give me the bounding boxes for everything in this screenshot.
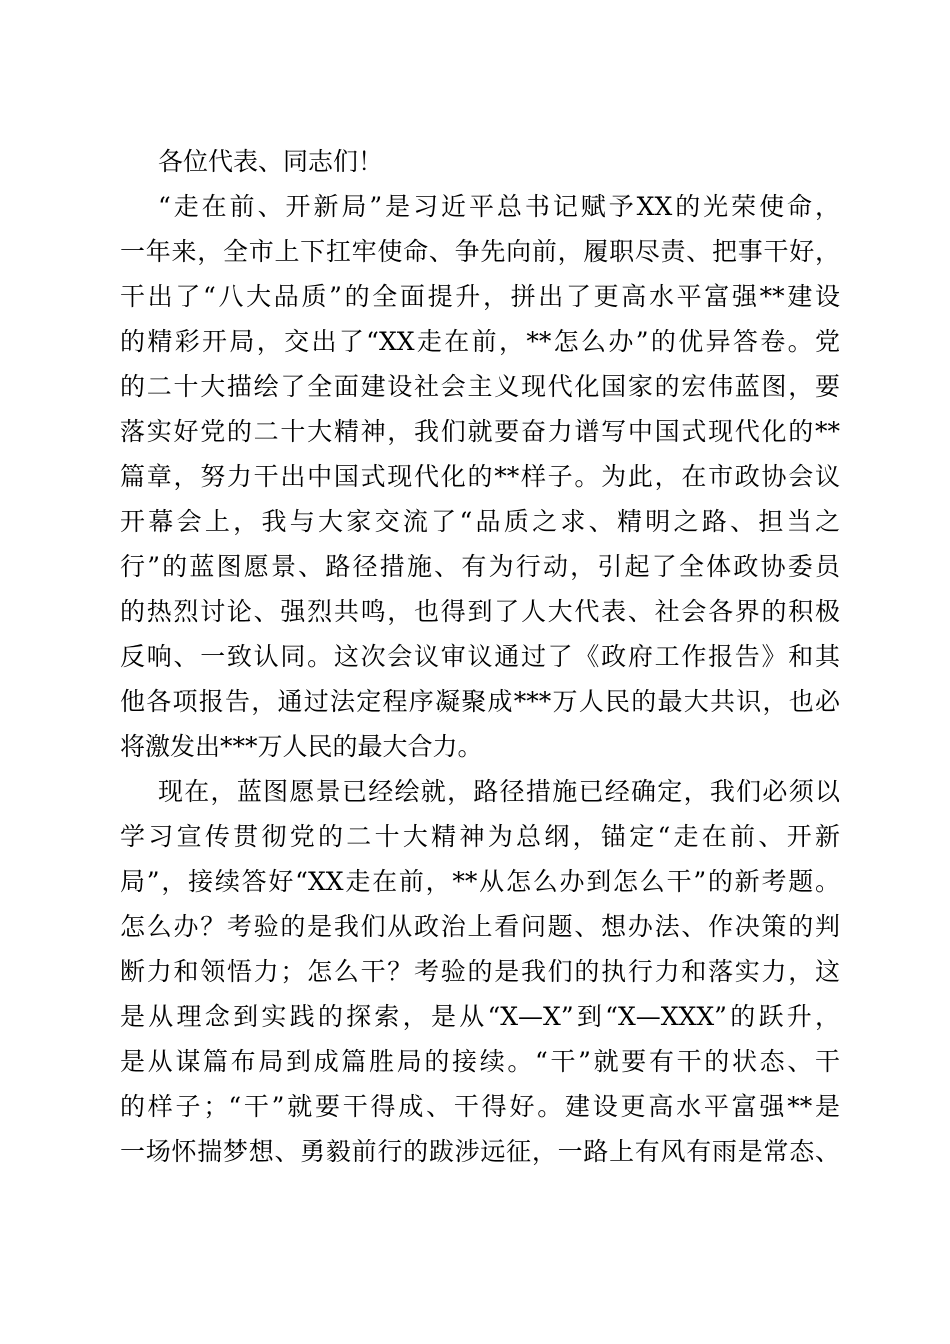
paragraph-1-line-7: 篇章，努力干出中国式现代化的**样子。为此，在市政协会议	[120, 462, 840, 491]
paragraph-1-line-1: “走在前、开新局”是习近平总书记赋予XX的光荣使命，	[158, 192, 840, 221]
paragraph-1-line-5: 的二十大描绘了全面建设社会主义现代化国家的宏伟蓝图，要	[120, 372, 840, 401]
paragraph-1-line-6: 落实好党的二十大精神，我们就要奋力谱写中国式现代化的**	[120, 417, 840, 446]
paragraph-2-line-6: 是从理念到实践的探索，是从“X—X”到“X—XXX”的跃升，	[120, 1002, 840, 1031]
paragraph-1-line-4: 的精彩开局，交出了“XX走在前，**怎么办”的优异答卷。党	[120, 327, 840, 356]
paragraph-1-line-11: 反响、一致认同。这次会议审议通过了《政府工作报告》和其	[120, 642, 840, 671]
paragraph-1-line-12: 他各项报告，通过法定程序凝聚成***万人民的最大共识，也必	[120, 687, 840, 716]
paragraph-1-line-10: 的热烈讨论、强烈共鸣，也得到了人大代表、社会各界的积极	[120, 597, 840, 626]
paragraph-2-line-2: 学习宣传贯彻党的二十大精神为总纲，锚定“走在前、开新	[120, 822, 840, 851]
paragraph-1-line-2: 一年来，全市上下扛牢使命、争先向前，履职尽责、把事干好，	[120, 237, 840, 266]
paragraph-1-line-3: 干出了“八大品质”的全面提升，拼出了更高水平富强**建设	[120, 282, 840, 311]
paragraph-2-line-1: 现在，蓝图愿景已经绘就，路径措施已经确定，我们必须以	[158, 777, 840, 806]
paragraph-1-line-8: 开幕会上，我与大家交流了“品质之求、精明之路、担当之	[120, 507, 840, 536]
paragraph-2-line-3: 局”，接续答好“XX走在前，**从怎么办到怎么干”的新考题。	[120, 867, 840, 896]
paragraph-2-line-4: 怎么办？考验的是我们从政治上看问题、想办法、作决策的判	[120, 912, 840, 941]
paragraph-2-line-7: 是从谋篇布局到成篇胜局的接续。“干”就要有干的状态、干	[120, 1047, 840, 1076]
paragraph-1-line-13: 将激发出***万人民的最大合力。	[120, 732, 483, 761]
paragraph-1-line-9: 行”的蓝图愿景、路径措施、有为行动，引起了全体政协委员	[120, 552, 840, 581]
paragraph-2-line-9: 一场怀揣梦想、勇毅前行的跋涉远征，一路上有风有雨是常态、	[120, 1137, 840, 1166]
paragraph-2-line-5: 断力和领悟力；怎么干？考验的是我们的执行力和落实力，这	[120, 957, 840, 986]
salutation: 各位代表、同志们！	[158, 147, 384, 176]
paragraph-2-line-8: 的样子；“干”就要干得成、干得好。建设更高水平富强**是	[120, 1092, 840, 1121]
